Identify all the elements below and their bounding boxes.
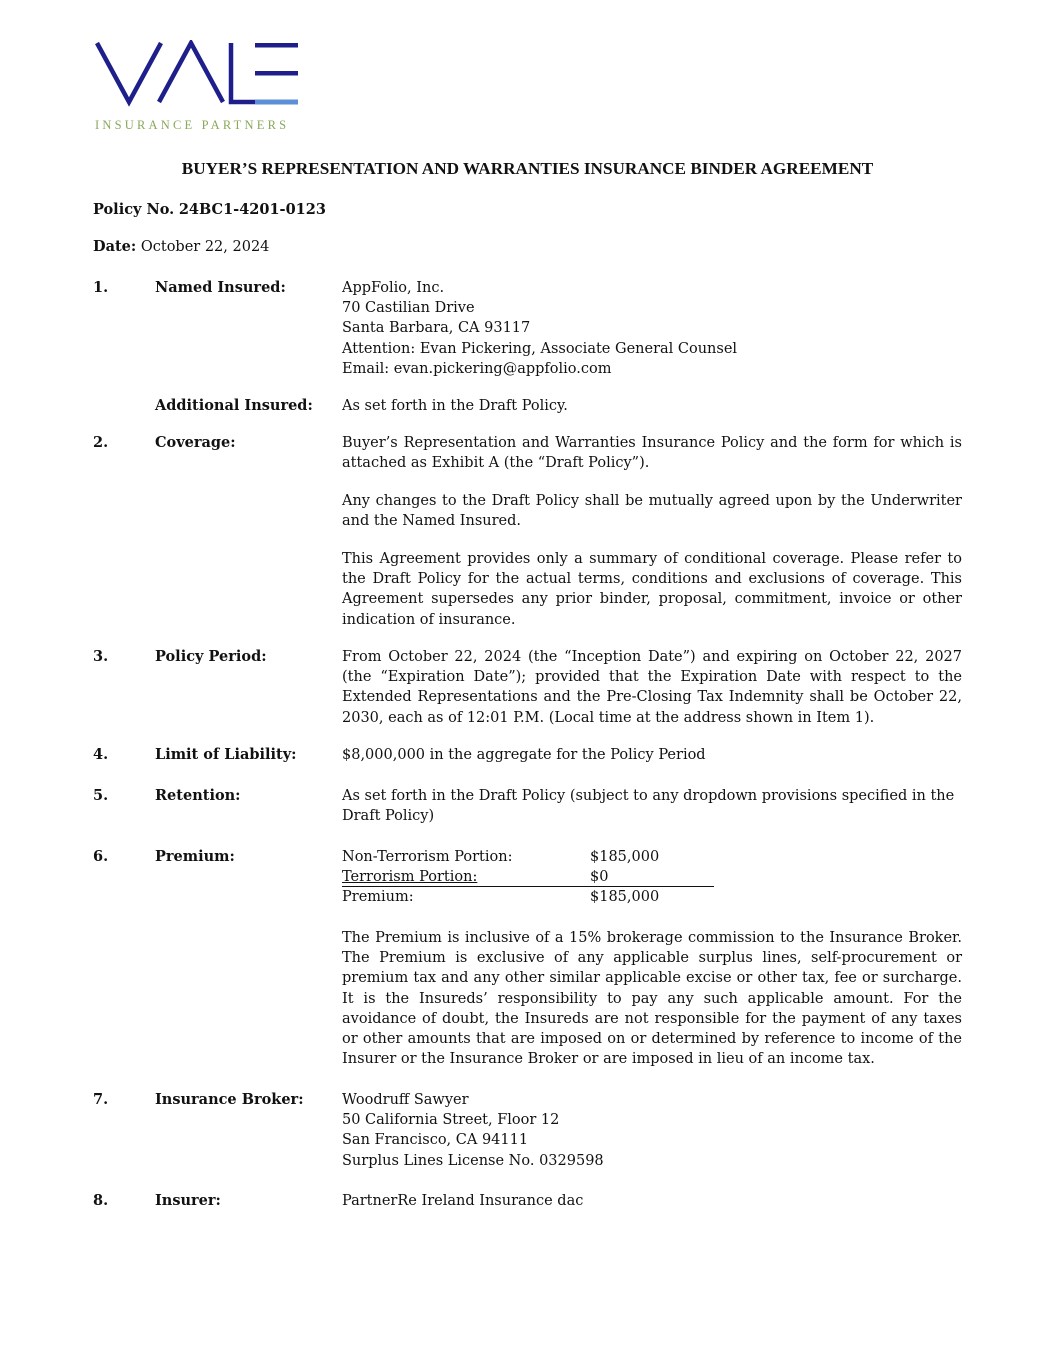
named-insured-line: Attention: Evan Pickering, Associate General Counsel [342, 340, 738, 357]
item-number: 2. [93, 434, 109, 451]
coverage-text: Any changes to the Draft Policy shall be mutually agreed upon by the Underwriter and the Named Insured. [342, 493, 962, 530]
policy-number-value: 24BC1-4201-0123 [178, 201, 326, 218]
policy-period-value [342, 647, 962, 728]
item-number: 7. [93, 1091, 109, 1108]
retention-label: Retention: [155, 787, 241, 804]
coverage-label: Coverage: [155, 434, 236, 451]
limit-value: $8,000,000 in the aggregate for the Policy Period [342, 747, 706, 763]
coverage-paragraph [342, 433, 962, 473]
named-insured-line: Santa Barbara, CA 93117 [342, 320, 531, 337]
broker-line: Surplus Lines License No. 0329598 [342, 1152, 604, 1169]
additional-insured-value: As set forth in the Draft Policy. [342, 398, 568, 414]
coverage-text: This Agreement provides only a summary of conditional coverage. Please refer to the Draft Policy for the actual terms, conditions and exclusions of coverage. This Agreement supersedes any prior binder, proposal, commitment, invoice or other indication of insurance. [342, 551, 962, 628]
premium-row-label: Non-Terrorism Portion: [342, 849, 513, 865]
broker-label: Insurance Broker: [155, 1091, 304, 1108]
policy-number-label: Policy No. [93, 201, 175, 218]
retention-text: As set forth in the Draft Policy (subject to any dropdown provisions specified in the Draft Policy) [342, 788, 955, 825]
premium-row [342, 847, 714, 867]
vale-logo-mark [95, 40, 300, 110]
coverage-paragraph [342, 491, 962, 531]
coverage-paragraph [342, 549, 962, 630]
premium-row-amount: $185,000 [590, 889, 660, 905]
item-number: 1. [93, 279, 109, 296]
premium-note-text: The Premium is inclusive of a 15% brokerage commission to the Insurance Broker. The Premium is exclusive of any applicable surplus lines, self-procurement or premium tax and any other similar applicable excise or other tax, fee or surcharge. It is the Insureds’ responsibility to pay any such applicable amount. For the avoidance of doubt, the Insureds are not responsible for the payment of any taxes or other amounts that are imposed on or determined by reference to income of the Insurer or the Insurance Broker or are imposed in lieu of an income tax. [342, 930, 962, 1068]
broker-line: Woodruff Sawyer [342, 1092, 469, 1108]
named-insured-label: Named Insured: [155, 279, 286, 296]
premium-row-label: Terrorism Portion: [342, 869, 478, 885]
named-insured-line: AppFolio, Inc. [342, 280, 445, 296]
item-number: 3. [93, 648, 109, 665]
insurer-label: Insurer: [155, 1192, 221, 1209]
retention-value [342, 786, 957, 826]
premium-row-label: Premium: [342, 889, 414, 905]
named-insured-line: 70 Castilian Drive [342, 300, 475, 317]
broker-line: 50 California Street, Floor 12 [342, 1112, 560, 1129]
date-label: Date: [93, 238, 137, 255]
item-number: 8. [93, 1192, 109, 1209]
premium-row [342, 867, 714, 887]
logo-tagline: INSURANCE PARTNERS [95, 118, 290, 132]
broker-value [342, 1090, 962, 1171]
named-insured-value [342, 278, 962, 379]
premium-row-amount: $185,000 [590, 849, 660, 865]
premium-row [342, 887, 714, 907]
premium-label: Premium: [155, 848, 235, 865]
limit-label: Limit of Liability: [155, 746, 297, 763]
policy-period-label: Policy Period: [155, 648, 267, 665]
policy-number-line [93, 200, 326, 220]
insurer-value: PartnerRe Ireland Insurance dac [342, 1193, 584, 1209]
named-insured-line: Email: evan.pickering@appfolio.com [342, 360, 612, 377]
premium-note [342, 928, 962, 1069]
date-line [93, 237, 269, 257]
vale-logo [95, 40, 300, 135]
premium-row-amount: $0 [590, 869, 609, 885]
additional-insured-label: Additional Insured: [155, 397, 313, 414]
item-number: 4. [93, 746, 109, 763]
coverage-text: Buyer’s Representation and Warranties Insurance Policy and the form for which is attached as Exhibit A (the “Draft Policy”). [342, 435, 962, 472]
broker-line: San Francisco, CA 94111 [342, 1132, 529, 1149]
policy-period-text: From October 22, 2024 (the “Inception Date”) and expiring on October 22, 2027 (the “Expiration Date”); provided that the Expiration Date with respect to the Extended Representations and the Pre-Closing Tax Indemnity shall be October 22, 2030, each as of 12:01 P.M. (Local time at the address shown in Item 1). [342, 649, 962, 726]
document-title: BUYER’S REPRESENTATION AND WARRANTIES INSURANCE BINDER AGREEMENT [181, 159, 874, 178]
date-value: October 22, 2024 [140, 239, 270, 255]
item-number: 5. [93, 787, 109, 804]
item-number: 6. [93, 848, 109, 865]
